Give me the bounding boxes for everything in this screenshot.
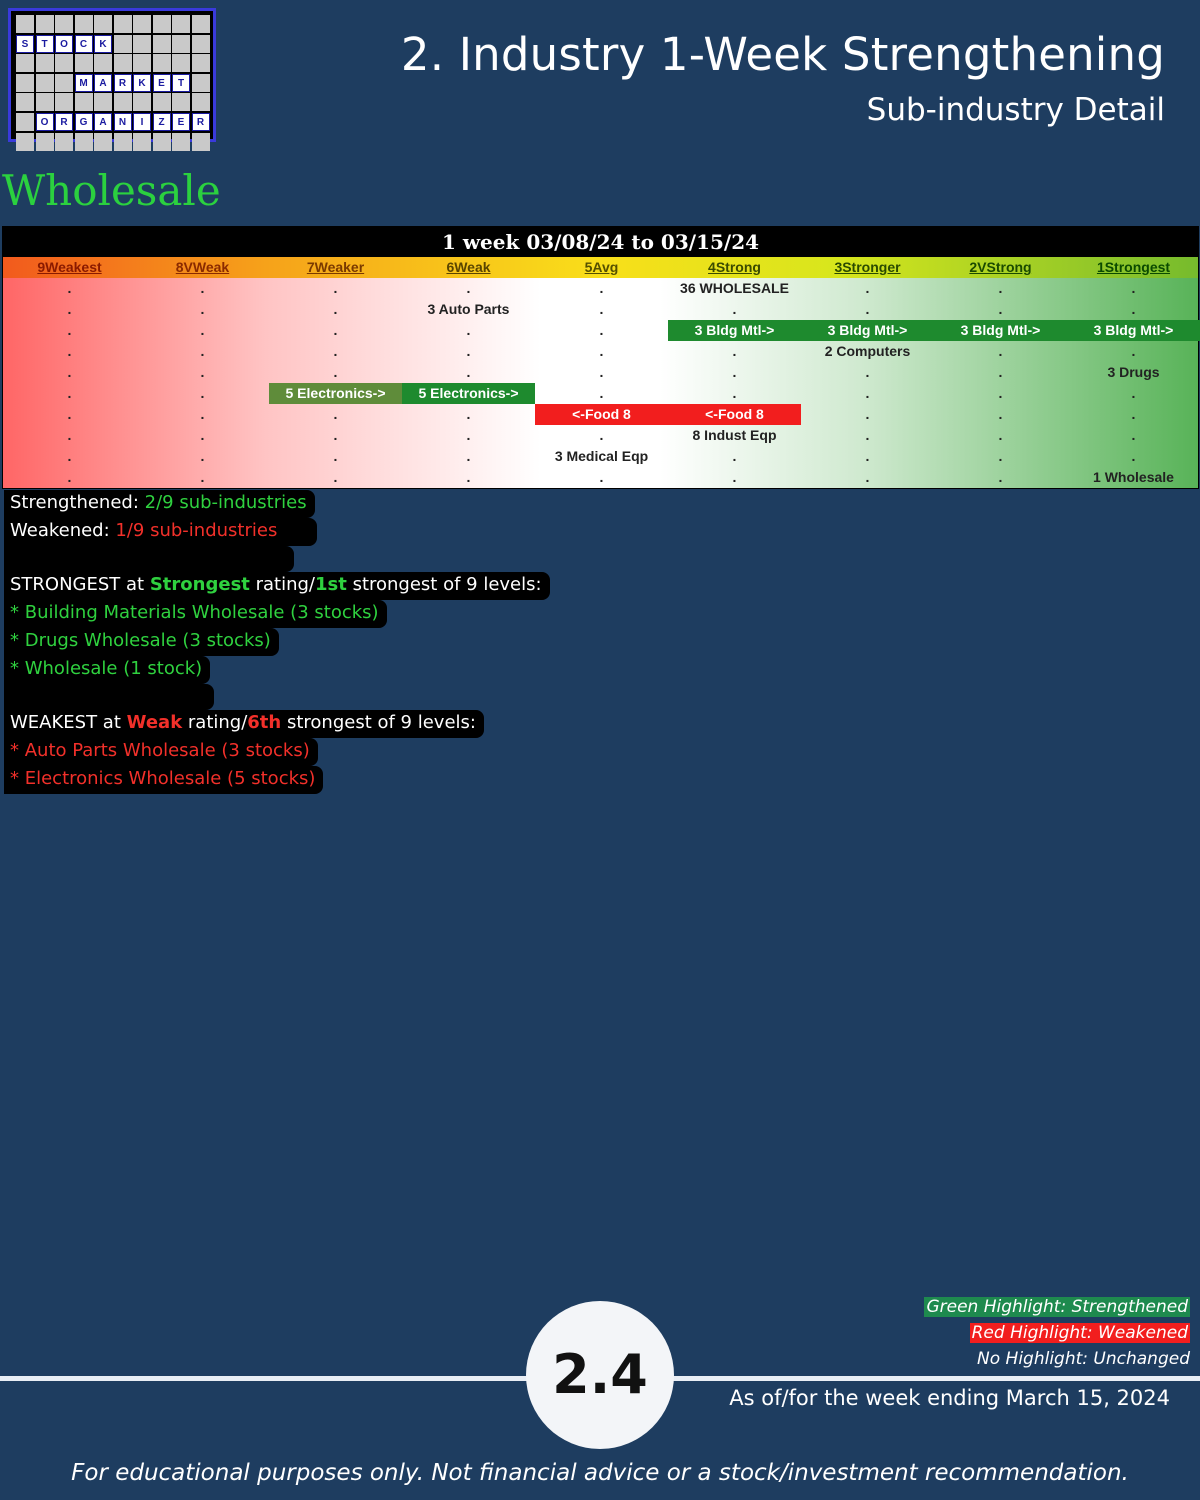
logo-cell xyxy=(192,15,210,33)
strengthened-line xyxy=(4,490,315,518)
grid-cell-empty: . xyxy=(333,343,338,359)
strength-grid xyxy=(2,226,1199,489)
grid-cell-empty: . xyxy=(1131,343,1136,359)
grid-cell-empty: . xyxy=(998,280,1003,296)
weakest-list xyxy=(4,738,550,794)
grid-cell-empty: . xyxy=(466,280,471,296)
strongest-heading xyxy=(4,572,550,600)
logo-cell xyxy=(75,93,93,111)
grid-cell-empty: . xyxy=(865,469,870,485)
grid-cell-empty: . xyxy=(333,406,338,422)
logo-cell xyxy=(133,54,151,72)
logo-cell: G xyxy=(75,113,93,131)
logo-cell xyxy=(192,54,210,72)
grid-cell-empty: . xyxy=(333,322,338,338)
grid-cell-entry: 3 Medical Eqp xyxy=(554,448,649,464)
logo-cell xyxy=(55,74,73,92)
grid-cell-empty: . xyxy=(865,364,870,380)
logo-cell: E xyxy=(172,113,190,131)
strongest-suffix: strongest of 9 levels: xyxy=(346,574,542,595)
logo-cell xyxy=(192,93,210,111)
logo-cell: R xyxy=(192,113,210,131)
grid-cell-entry: 2 Computers xyxy=(824,343,911,359)
grid-cell-empty: . xyxy=(333,301,338,317)
strongest-mid: rating/ xyxy=(249,574,315,595)
grid-cell-empty: . xyxy=(865,385,870,401)
grid-cell-empty: . xyxy=(998,406,1003,422)
grid-cell-empty: . xyxy=(732,301,737,317)
grid-cell-empty: . xyxy=(998,385,1003,401)
grid-cell-empty: . xyxy=(732,364,737,380)
logo-cell xyxy=(172,93,190,111)
grid-cell-empty: . xyxy=(67,385,72,401)
grid-cell-empty: . xyxy=(865,301,870,317)
strongest-prefix: STRONGEST at xyxy=(10,574,150,595)
grid-cell-entry: 3 Bldg Mtl-> xyxy=(801,320,934,341)
logo-cell: E xyxy=(153,74,171,92)
strongest-rank: 1st xyxy=(315,574,347,595)
logo-cell xyxy=(192,133,210,151)
grid-cell-empty: . xyxy=(998,448,1003,464)
grid-cell-entry: <-Food 8 xyxy=(535,404,668,425)
section-title: Wholesale xyxy=(2,166,221,215)
weakest-prefix: WEAKEST at xyxy=(10,712,127,733)
grid-cell-empty: . xyxy=(865,427,870,443)
summary-list-item: * Drugs Wholesale (3 stocks) xyxy=(4,628,279,656)
grid-cell-empty: . xyxy=(200,448,205,464)
grid-cell-empty: . xyxy=(200,469,205,485)
grid-cell-empty: . xyxy=(67,427,72,443)
logo-cell xyxy=(16,54,34,72)
grid-cell-empty: . xyxy=(998,469,1003,485)
logo-cell: A xyxy=(94,74,112,92)
grid-cell-empty: . xyxy=(466,427,471,443)
logo-cell: K xyxy=(94,35,112,53)
grid-cell-empty: . xyxy=(998,427,1003,443)
grid-cell-empty: . xyxy=(67,448,72,464)
logo-cell xyxy=(36,133,54,151)
grid-cell-entry: 8 Indust Eqp xyxy=(692,427,777,443)
summary-list-item: * Auto Parts Wholesale (3 stocks) xyxy=(4,738,318,766)
grid-cell-entry: 36 WHOLESALE xyxy=(680,280,789,296)
grid-cell-empty: . xyxy=(998,301,1003,317)
grid-cell-empty: . xyxy=(67,322,72,338)
grid-cell-entry: 5 Electronics-> xyxy=(402,383,535,404)
grid-cell-empty: . xyxy=(599,343,604,359)
logo-cell: R xyxy=(55,113,73,131)
logo-cell xyxy=(75,15,93,33)
grid-cell-empty: . xyxy=(466,322,471,338)
grid-cell-empty: . xyxy=(732,385,737,401)
summary-list-row xyxy=(4,738,550,766)
grid-cell-empty: . xyxy=(1131,301,1136,317)
grid-cell-empty: . xyxy=(1131,385,1136,401)
grid-cell-empty: . xyxy=(466,406,471,422)
legend-red: Red Highlight: Weakened xyxy=(971,1323,1188,1343)
grid-cell-empty: . xyxy=(865,406,870,422)
logo-cell xyxy=(36,15,54,33)
logo-cell xyxy=(75,133,93,151)
grid-cell-empty: . xyxy=(466,448,471,464)
grid-cell-empty: . xyxy=(1131,406,1136,422)
grid-cell-empty: . xyxy=(200,280,205,296)
grid-cell-entry: <-Food 8 xyxy=(668,404,801,425)
logo-cell xyxy=(75,54,93,72)
logo-cell xyxy=(172,133,190,151)
page-number-badge: 2.4 xyxy=(526,1301,674,1449)
logo-cell: I xyxy=(133,113,151,131)
grid-cell-empty: . xyxy=(599,364,604,380)
grid-cell-empty: . xyxy=(200,322,205,338)
spacer xyxy=(4,546,294,572)
grid-heading: 1 week 03/08/24 to 03/15/24 xyxy=(3,227,1198,257)
grid-cell-empty: . xyxy=(732,343,737,359)
level-header: 4Strong xyxy=(708,259,761,275)
stock-market-organizer-logo xyxy=(8,8,216,142)
grid-cell-entry: 3 Bldg Mtl-> xyxy=(668,320,801,341)
weakest-heading xyxy=(4,710,484,738)
grid-cell-entry: 1 Wholesale xyxy=(1093,469,1174,485)
logo-cell: Z xyxy=(153,113,171,131)
spacer xyxy=(4,684,214,710)
grid-cell-empty: . xyxy=(333,469,338,485)
grid-cell-empty: . xyxy=(1131,448,1136,464)
grid-cell-empty: . xyxy=(67,469,72,485)
logo-cell xyxy=(133,15,151,33)
summary-list-item: * Electronics Wholesale (5 stocks) xyxy=(4,766,323,794)
weakened-line xyxy=(4,518,317,546)
logo-cell xyxy=(133,133,151,151)
logo-cell xyxy=(114,15,132,33)
grid-cell-entry: 3 Auto Parts xyxy=(427,301,510,317)
logo-cell xyxy=(16,93,34,111)
grid-cell-empty: . xyxy=(865,448,870,464)
grid-cell-empty: . xyxy=(466,364,471,380)
logo-cell xyxy=(94,54,112,72)
level-header: 7Weaker xyxy=(306,259,365,275)
logo-cell xyxy=(114,54,132,72)
logo-cell xyxy=(153,93,171,111)
logo-letter-grid xyxy=(16,15,210,151)
page-subtitle: Sub-industry Detail xyxy=(866,92,1165,128)
weakened-label: Weakened: xyxy=(10,520,116,541)
strengthened-label: Strengthened: xyxy=(10,492,145,513)
grid-body xyxy=(3,278,1198,488)
logo-cell: O xyxy=(36,113,54,131)
logo-cell xyxy=(16,15,34,33)
grid-cell-empty: . xyxy=(998,364,1003,380)
grid-cell-empty: . xyxy=(200,364,205,380)
grid-cell-empty: . xyxy=(998,343,1003,359)
page-title: 2. Industry 1-Week Strengthening xyxy=(400,28,1165,81)
logo-cell: M xyxy=(75,74,93,92)
weakened-value: 1/9 sub-industries xyxy=(115,520,278,541)
logo-cell xyxy=(55,133,73,151)
logo-cell: S xyxy=(16,35,34,53)
level-header: 8VWeak xyxy=(175,259,230,275)
grid-cell-empty: . xyxy=(67,364,72,380)
grid-cell-empty: . xyxy=(599,301,604,317)
grid-cell-empty: . xyxy=(599,322,604,338)
logo-cell xyxy=(94,93,112,111)
logo-cell xyxy=(172,35,190,53)
as-of-date: As of/for the week ending March 15, 2024 xyxy=(729,1386,1170,1410)
grid-cell-entry: 5 Electronics-> xyxy=(269,383,402,404)
grid-cell-empty: . xyxy=(865,280,870,296)
logo-cell xyxy=(36,74,54,92)
logo-cell xyxy=(172,54,190,72)
logo-cell xyxy=(55,54,73,72)
grid-cell-empty: . xyxy=(466,469,471,485)
logo-cell xyxy=(16,133,34,151)
logo-cell: R xyxy=(114,74,132,92)
grid-cell-empty: . xyxy=(1131,427,1136,443)
level-header: 6Weak xyxy=(446,259,491,275)
logo-cell: C xyxy=(75,35,93,53)
grid-cell-empty: . xyxy=(67,301,72,317)
grid-cell-empty: . xyxy=(200,343,205,359)
grid-cell-entry: 3 Bldg Mtl-> xyxy=(934,320,1067,341)
strongest-rating: Strongest xyxy=(149,574,250,595)
logo-cell xyxy=(16,113,34,131)
summary-list-item: * Wholesale (1 stock) xyxy=(4,656,210,684)
level-header: 3Stronger xyxy=(834,259,901,275)
level-header-row xyxy=(3,257,1198,278)
logo-cell xyxy=(153,15,171,33)
summary-panel xyxy=(4,490,550,794)
level-header: 1Strongest xyxy=(1096,259,1171,275)
grid-cell-empty: . xyxy=(200,385,205,401)
logo-cell xyxy=(153,54,171,72)
grid-cell-entry: 3 Bldg Mtl-> xyxy=(1067,320,1200,341)
grid-cell-empty: . xyxy=(1131,280,1136,296)
disclaimer: For educational purposes only. Not financial advice or a stock/investment recommendation. xyxy=(71,1460,1129,1486)
logo-cell: A xyxy=(94,113,112,131)
grid-cell-empty: . xyxy=(333,364,338,380)
grid-cell-empty: . xyxy=(732,448,737,464)
logo-cell xyxy=(192,35,210,53)
weakest-rating: Weak xyxy=(126,712,183,733)
logo-cell xyxy=(114,93,132,111)
logo-cell xyxy=(94,15,112,33)
grid-cell-empty: . xyxy=(599,280,604,296)
grid-cell-empty: . xyxy=(200,427,205,443)
level-header: 9Weakest xyxy=(37,259,102,275)
grid-cell-empty: . xyxy=(599,385,604,401)
grid-cell-empty: . xyxy=(732,469,737,485)
grid-cell-empty: . xyxy=(67,280,72,296)
logo-cell xyxy=(36,93,54,111)
logo-cell: T xyxy=(36,35,54,53)
summary-list-row xyxy=(4,628,550,656)
logo-cell: T xyxy=(172,74,190,92)
logo-cell: K xyxy=(133,74,151,92)
logo-cell xyxy=(36,54,54,72)
logo-cell xyxy=(55,93,73,111)
logo-cell xyxy=(55,15,73,33)
logo-cell xyxy=(114,133,132,151)
logo-cell xyxy=(153,133,171,151)
grid-cell-empty: . xyxy=(333,448,338,464)
weakest-suffix: strongest of 9 levels: xyxy=(281,712,476,733)
legend-none: No Highlight: Unchanged xyxy=(977,1349,1190,1369)
logo-cell xyxy=(94,133,112,151)
grid-cell-empty: . xyxy=(599,469,604,485)
logo-cell xyxy=(133,35,151,53)
legend-green: Green Highlight: Strengthened xyxy=(926,1297,1188,1317)
grid-cell-entry: 3 Drugs xyxy=(1107,364,1160,380)
logo-cell: N xyxy=(114,113,132,131)
summary-list-item: * Building Materials Wholesale (3 stocks) xyxy=(4,600,387,628)
logo-cell: O xyxy=(55,35,73,53)
level-header: 5Avg xyxy=(584,259,619,275)
summary-list-row xyxy=(4,600,550,628)
grid-cell-empty: . xyxy=(200,406,205,422)
logo-cell xyxy=(192,74,210,92)
grid-cell-empty: . xyxy=(333,427,338,443)
grid-cell-empty: . xyxy=(200,301,205,317)
logo-cell xyxy=(133,93,151,111)
grid-cell-empty: . xyxy=(67,343,72,359)
logo-cell xyxy=(172,15,190,33)
strengthened-value: 2/9 sub-industries xyxy=(144,492,307,513)
weakest-mid: rating/ xyxy=(182,712,248,733)
weakest-rank: 6th xyxy=(247,712,282,733)
logo-cell xyxy=(153,35,171,53)
logo-cell xyxy=(16,74,34,92)
grid-cell-empty: . xyxy=(466,343,471,359)
level-header: 2VStrong xyxy=(969,259,1032,275)
grid-cell-empty: . xyxy=(333,280,338,296)
grid-cell-empty: . xyxy=(67,406,72,422)
summary-list-row xyxy=(4,656,550,684)
logo-cell xyxy=(114,35,132,53)
strongest-list xyxy=(4,600,550,684)
grid-cell-empty: . xyxy=(599,427,604,443)
summary-list-row xyxy=(4,766,550,794)
